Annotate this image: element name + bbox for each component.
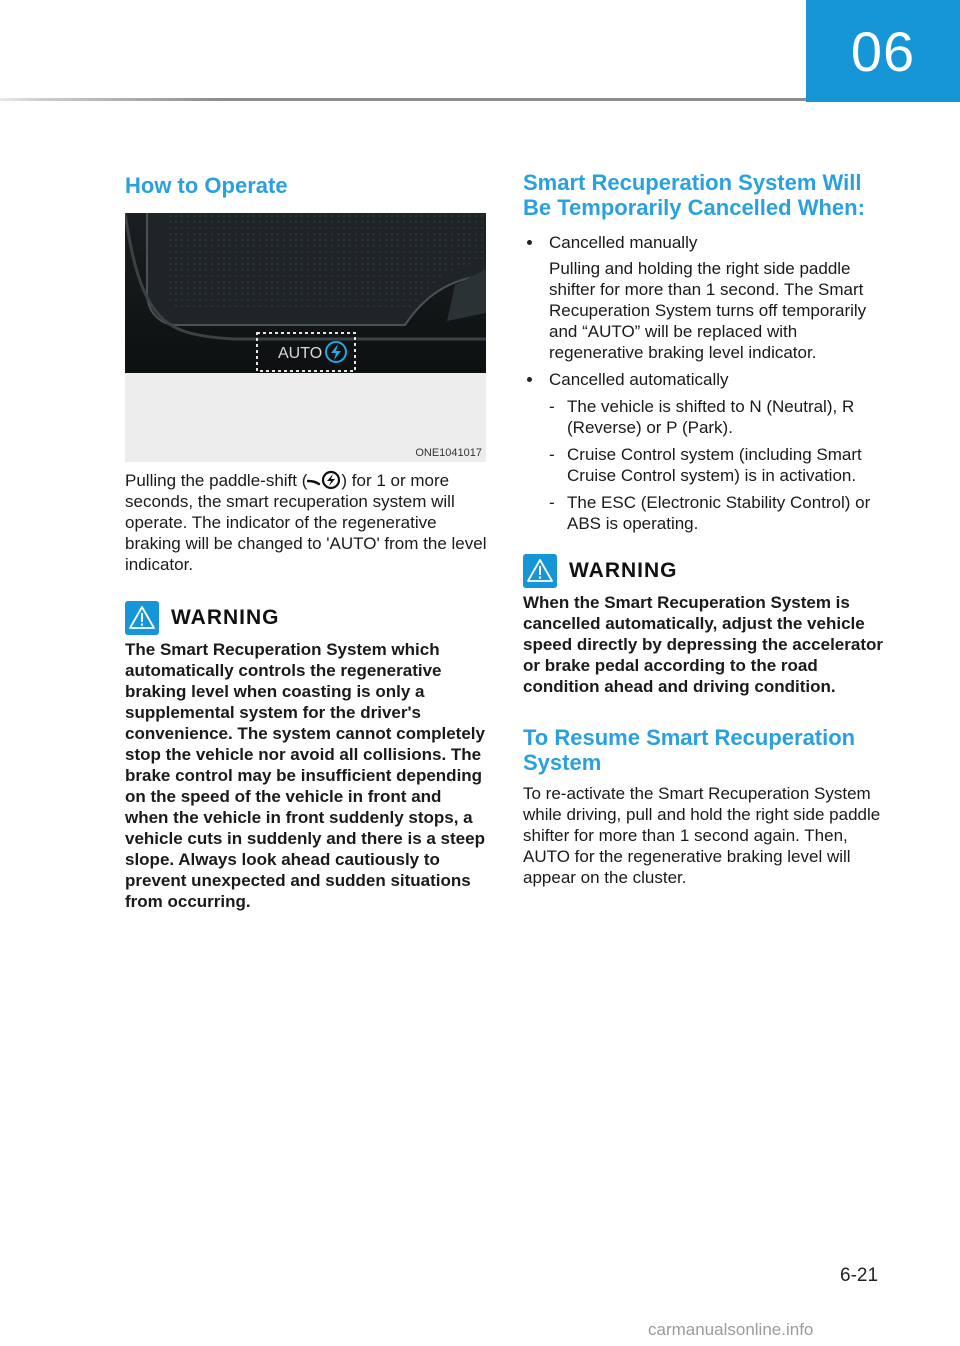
bullet-label: Cancelled automatically — [549, 370, 729, 389]
header-rule — [0, 98, 806, 101]
auto-label: AUTO — [278, 345, 323, 362]
right-column — [523, 170, 888, 888]
warning-body: The Smart Recuperation System which automatically controls the regenerative braking level when coasting is only a supplemental system for the driver's convenience. The system cannot completely stop the vehicle nor avoid all collisions. The brake control may be insufficient depending on the speed of the vehicle in front and when the vehicle in front suddenly stops, a vehicle cuts in suddenly and there is a steep slope. Always look ahead cautiously to prevent unexpected and sudden situations from occurring. — [125, 640, 485, 911]
page-number: 6-21 — [840, 1265, 879, 1286]
cluster-figure — [125, 213, 486, 462]
right-warning — [523, 554, 888, 697]
chapter-number: 06 — [850, 19, 916, 83]
warning-header — [523, 554, 888, 588]
warning-title: WARNING — [171, 606, 280, 629]
sub-list-item: - Cruise Control system (including Smart Cruise Control system) is in activation. — [549, 444, 888, 486]
auto-cancel-sublist — [549, 396, 888, 534]
cancelled-heading: Smart Recuperation System Will Be Temporarily Cancelled When: — [523, 170, 865, 220]
paddle-shift-icon — [307, 470, 341, 490]
resume-heading: To Resume Smart Recuperation System — [523, 725, 856, 775]
sub-list-item: - The ESC (Electronic Stability Control) or ABS is operating. — [549, 492, 888, 534]
left-warning — [125, 601, 487, 912]
cluster-display-illustration — [125, 213, 486, 373]
list-item — [523, 232, 888, 363]
how-to-operate-heading: How to Operate — [125, 173, 288, 198]
warning-header — [125, 601, 487, 635]
warning-title: WARNING — [569, 559, 678, 582]
resume-text: To re-activate the Smart Recuperation System while driving, pull and hold the right side paddle shifter for more than 1 second again. Then, AUTO for the regenerative braking level will appear on the cluster. — [523, 784, 881, 887]
bullet-text: Pulling and holding the right side paddle shifter for more than 1 second. The Smart Recuperation System turns off temporarily and “AUTO” will be replaced with regenerative braking level indicator. — [549, 259, 867, 362]
list-item — [523, 369, 888, 534]
desc-after-icon: ) for 1 or more seconds, the smart recuperation system will operate. The indicator of the regenerative braking will be changed to 'AUTO' from the level indicator. — [125, 471, 487, 574]
operate-description — [125, 470, 487, 575]
chapter-tab — [806, 0, 960, 102]
warning-body: When the Smart Recuperation System is cancelled automatically, adjust the vehicle speed directly by depressing the accelerator or brake pedal according to the road condition ahead and driving condition. — [523, 593, 883, 696]
left-column — [125, 170, 487, 912]
bullet-label: Cancelled manually — [549, 233, 698, 252]
warning-triangle-icon — [125, 601, 159, 635]
sub-list-item: - The vehicle is shifted to N (Neutral), R (Reverse) or P (Park). — [549, 396, 888, 438]
warning-triangle-icon — [523, 554, 557, 588]
figure-caption-area — [125, 373, 486, 462]
watermark: carmanualsonline.info — [648, 1320, 814, 1339]
cancel-conditions-list — [523, 232, 888, 534]
desc-before-icon: Pulling the paddle-shift ( — [125, 471, 308, 490]
figure-code: ONE1041017 — [415, 447, 482, 459]
